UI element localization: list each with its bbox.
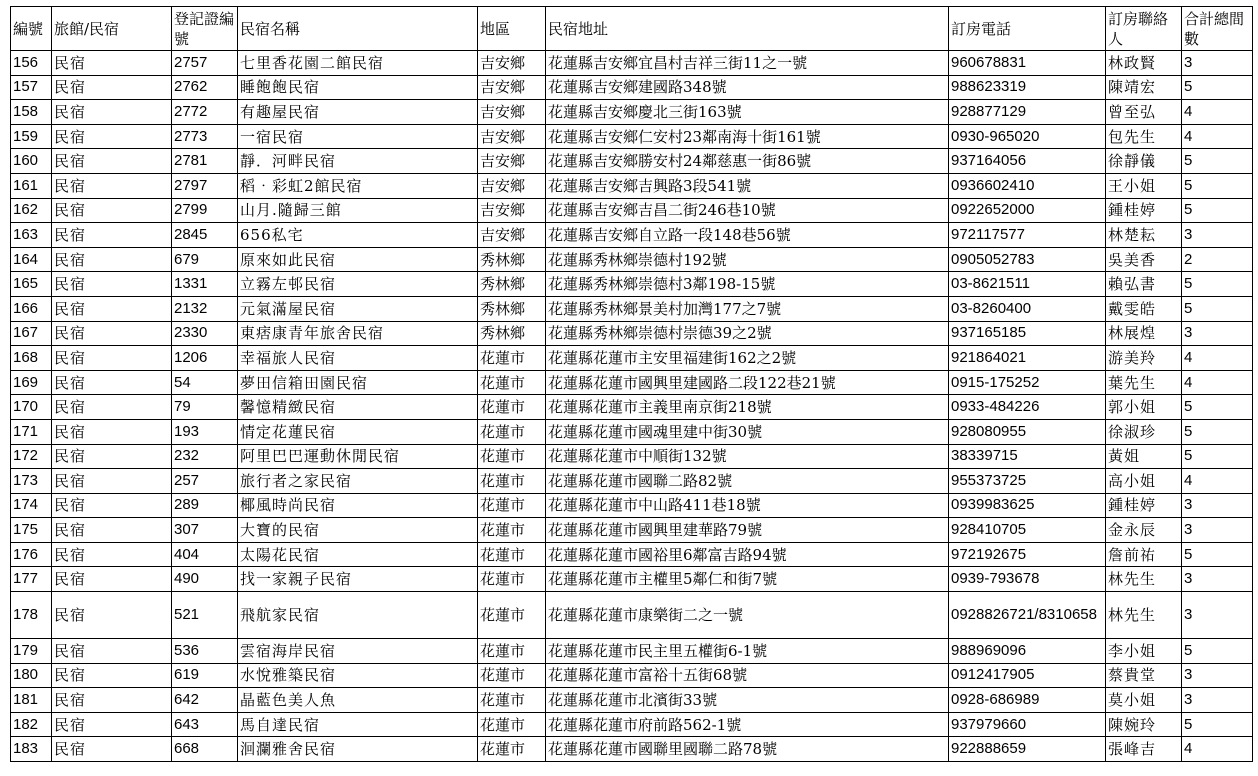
header-rooms: 合計總間數 [1182,7,1253,51]
cell-address: 花蓮縣花蓮市國魂里建中街30號 [546,419,949,444]
table-row [11,51,1253,76]
cell-registration-no: 1206 [172,346,238,371]
cell-phone: 928080955 [949,419,1106,444]
table-row [11,296,1253,321]
cell-phone: 972192675 [949,542,1106,567]
cell-rooms: 5 [1182,272,1253,297]
cell-phone: 988969096 [949,639,1106,664]
cell-address: 花蓮縣秀林鄉崇德村3鄰198-15號 [546,272,949,297]
cell-name: 馬自達民宿 [238,712,478,737]
cell-registration-no: 1331 [172,272,238,297]
cell-type: 民宿 [52,51,172,76]
cell-contact: 徐淑珍 [1106,419,1182,444]
cell-contact: 金永辰 [1106,518,1182,543]
cell-contact: 戴雯皓 [1106,296,1182,321]
cell-no: 170 [11,395,52,420]
cell-rooms: 3 [1182,223,1253,248]
cell-name: 原來如此民宿 [238,247,478,272]
cell-no: 160 [11,149,52,174]
cell-type: 民宿 [52,737,172,762]
header-contact: 訂房聯絡人 [1106,7,1182,51]
cell-area: 花蓮市 [478,712,546,737]
table-row [11,395,1253,420]
cell-type: 民宿 [52,542,172,567]
cell-no: 171 [11,419,52,444]
cell-phone: 0912417905 [949,663,1106,688]
cell-name: 大寶的民宿 [238,518,478,543]
cell-rooms: 4 [1182,370,1253,395]
cell-area: 花蓮市 [478,493,546,518]
header-no: 編號 [11,7,52,51]
cell-rooms: 3 [1182,663,1253,688]
cell-rooms: 2 [1182,247,1253,272]
cell-name: 立霧左邨民宿 [238,272,478,297]
table-row [11,75,1253,100]
cell-registration-no: 643 [172,712,238,737]
table-row [11,272,1253,297]
cell-area: 花蓮市 [478,444,546,469]
cell-no: 161 [11,173,52,198]
table-row [11,321,1253,346]
cell-type: 民宿 [52,592,172,639]
cell-no: 178 [11,592,52,639]
cell-rooms: 3 [1182,493,1253,518]
cell-registration-no: 404 [172,542,238,567]
cell-rooms: 5 [1182,75,1253,100]
table-row [11,370,1253,395]
cell-type: 民宿 [52,370,172,395]
header-address: 民宿地址 [546,7,949,51]
cell-address: 花蓮縣吉安鄉自立路一段148巷56號 [546,223,949,248]
cell-area: 秀林鄉 [478,321,546,346]
cell-area: 花蓮市 [478,688,546,713]
cell-rooms: 4 [1182,124,1253,149]
cell-name: 晶藍色美人魚 [238,688,478,713]
cell-area: 花蓮市 [478,370,546,395]
table-row [11,639,1253,664]
cell-registration-no: 490 [172,567,238,592]
cell-registration-no: 521 [172,592,238,639]
cell-registration-no: 232 [172,444,238,469]
cell-registration-no: 289 [172,493,238,518]
cell-rooms: 3 [1182,518,1253,543]
table-row [11,712,1253,737]
table-row [11,663,1253,688]
cell-no: 165 [11,272,52,297]
cell-type: 民宿 [52,223,172,248]
cell-no: 176 [11,542,52,567]
cell-no: 172 [11,444,52,469]
table-row [11,247,1253,272]
cell-phone: 38339715 [949,444,1106,469]
cell-address: 花蓮縣吉安鄉吉興路3段541號 [546,173,949,198]
cell-area: 吉安鄉 [478,223,546,248]
cell-area: 秀林鄉 [478,296,546,321]
cell-address: 花蓮縣花蓮市國興里建國路二段122巷21號 [546,370,949,395]
cell-no: 158 [11,100,52,125]
cell-registration-no: 536 [172,639,238,664]
cell-phone: 955373725 [949,469,1106,494]
cell-phone: 0928826721/8310658 [949,592,1106,639]
cell-address: 花蓮縣吉安鄉慶北三街163號 [546,100,949,125]
cell-area: 吉安鄉 [478,51,546,76]
cell-name: 一宿民宿 [238,124,478,149]
cell-contact: 高小姐 [1106,469,1182,494]
cell-rooms: 3 [1182,567,1253,592]
cell-rooms: 5 [1182,444,1253,469]
cell-type: 民宿 [52,663,172,688]
cell-name: 睡飽飽民宿 [238,75,478,100]
cell-phone: 0922652000 [949,198,1106,223]
cell-type: 民宿 [52,173,172,198]
cell-rooms: 5 [1182,712,1253,737]
cell-registration-no: 642 [172,688,238,713]
cell-type: 民宿 [52,518,172,543]
cell-no: 173 [11,469,52,494]
cell-phone: 0939983625 [949,493,1106,518]
cell-type: 民宿 [52,124,172,149]
cell-name: 山月.隨歸三館 [238,198,478,223]
cell-contact: 陳婉玲 [1106,712,1182,737]
cell-phone: 972117577 [949,223,1106,248]
cell-name: 情定花蓮民宿 [238,419,478,444]
cell-phone: 0939-793678 [949,567,1106,592]
cell-name: 椰風時尚民宿 [238,493,478,518]
cell-type: 民宿 [52,247,172,272]
cell-contact: 賴弘書 [1106,272,1182,297]
cell-type: 民宿 [52,419,172,444]
cell-contact: 蔡貴堂 [1106,663,1182,688]
cell-area: 吉安鄉 [478,173,546,198]
cell-contact: 鍾桂婷 [1106,198,1182,223]
cell-address: 花蓮縣吉安鄉勝安村24鄰慈惠一街86號 [546,149,949,174]
cell-no: 177 [11,567,52,592]
cell-no: 159 [11,124,52,149]
cell-area: 花蓮市 [478,518,546,543]
cell-contact: 鍾桂婷 [1106,493,1182,518]
cell-rooms: 5 [1182,395,1253,420]
header-phone: 訂房電話 [949,7,1106,51]
cell-phone: 928410705 [949,518,1106,543]
cell-contact: 李小姐 [1106,639,1182,664]
cell-address: 花蓮縣花蓮市主安里福建街162之2號 [546,346,949,371]
cell-address: 花蓮縣吉安鄉建國路348號 [546,75,949,100]
cell-no: 179 [11,639,52,664]
cell-no: 167 [11,321,52,346]
cell-address: 花蓮縣花蓮市康樂街二之一號 [546,592,949,639]
cell-contact: 林展煌 [1106,321,1182,346]
table-row [11,567,1253,592]
cell-contact: 陳靖宏 [1106,75,1182,100]
table-row [11,419,1253,444]
cell-rooms: 5 [1182,419,1253,444]
cell-rooms: 3 [1182,688,1253,713]
header-registration-no: 登記證編號 [172,7,238,51]
cell-registration-no: 679 [172,247,238,272]
cell-name: 飛航家民宿 [238,592,478,639]
cell-phone: 0905052783 [949,247,1106,272]
cell-name: 找一家親子民宿 [238,567,478,592]
cell-registration-no: 668 [172,737,238,762]
cell-rooms: 5 [1182,542,1253,567]
cell-no: 169 [11,370,52,395]
cell-area: 花蓮市 [478,567,546,592]
cell-no: 175 [11,518,52,543]
cell-name: 旅行者之家民宿 [238,469,478,494]
cell-contact: 曾至弘 [1106,100,1182,125]
cell-area: 花蓮市 [478,346,546,371]
cell-area: 秀林鄉 [478,272,546,297]
cell-area: 花蓮市 [478,469,546,494]
cell-no: 181 [11,688,52,713]
cell-type: 民宿 [52,346,172,371]
cell-address: 花蓮縣花蓮市民主里五權街6-1號 [546,639,949,664]
cell-phone: 921864021 [949,346,1106,371]
header-name: 民宿名稱 [238,7,478,51]
cell-name: 656私宅 [238,223,478,248]
cell-registration-no: 2772 [172,100,238,125]
cell-phone: 03-8260400 [949,296,1106,321]
cell-address: 花蓮縣秀林鄉景美村加灣177之7號 [546,296,949,321]
cell-area: 吉安鄉 [478,198,546,223]
cell-rooms: 5 [1182,149,1253,174]
cell-area: 吉安鄉 [478,100,546,125]
cell-name: 東痞康青年旅舍民宿 [238,321,478,346]
cell-registration-no: 257 [172,469,238,494]
table-body [11,51,1253,762]
cell-phone: 0936602410 [949,173,1106,198]
header-row [11,7,1253,51]
cell-area: 吉安鄉 [478,75,546,100]
cell-phone: 0928-686989 [949,688,1106,713]
cell-type: 民宿 [52,321,172,346]
cell-registration-no: 2797 [172,173,238,198]
cell-contact: 詹前祐 [1106,542,1182,567]
cell-name: 七里香花園二館民宿 [238,51,478,76]
cell-rooms: 5 [1182,639,1253,664]
cell-area: 花蓮市 [478,639,546,664]
table-row [11,688,1253,713]
cell-type: 民宿 [52,493,172,518]
cell-type: 民宿 [52,567,172,592]
cell-contact: 黃姐 [1106,444,1182,469]
cell-rooms: 5 [1182,173,1253,198]
cell-area: 花蓮市 [478,663,546,688]
cell-no: 174 [11,493,52,518]
cell-contact: 徐靜儀 [1106,149,1182,174]
cell-phone: 988623319 [949,75,1106,100]
cell-no: 182 [11,712,52,737]
table-row [11,592,1253,639]
cell-no: 156 [11,51,52,76]
cell-contact: 林政賢 [1106,51,1182,76]
cell-type: 民宿 [52,688,172,713]
cell-registration-no: 79 [172,395,238,420]
cell-name: 靜．河畔民宿 [238,149,478,174]
cell-contact: 葉先生 [1106,370,1182,395]
cell-phone: 937165185 [949,321,1106,346]
cell-area: 花蓮市 [478,592,546,639]
cell-address: 花蓮縣花蓮市國興里建華路79號 [546,518,949,543]
cell-phone: 03-8621511 [949,272,1106,297]
cell-area: 花蓮市 [478,737,546,762]
table-row [11,737,1253,762]
cell-type: 民宿 [52,712,172,737]
cell-type: 民宿 [52,444,172,469]
cell-name: 阿里巴巴運動休閒民宿 [238,444,478,469]
cell-registration-no: 2762 [172,75,238,100]
cell-phone: 937164056 [949,149,1106,174]
cell-registration-no: 2799 [172,198,238,223]
cell-address: 花蓮縣花蓮市主權里5鄰仁和街7號 [546,567,949,592]
table-row [11,518,1253,543]
cell-phone: 922888659 [949,737,1106,762]
table-row [11,223,1253,248]
cell-registration-no: 2773 [172,124,238,149]
cell-no: 183 [11,737,52,762]
cell-address: 花蓮縣花蓮市富裕十五街68號 [546,663,949,688]
table-row [11,124,1253,149]
cell-phone: 937979660 [949,712,1106,737]
cell-name: 馨憶精緻民宿 [238,395,478,420]
cell-phone: 0915-175252 [949,370,1106,395]
cell-name: 洄瀾雅舍民宿 [238,737,478,762]
cell-contact: 王小姐 [1106,173,1182,198]
table-row [11,542,1253,567]
cell-phone: 960678831 [949,51,1106,76]
cell-registration-no: 2757 [172,51,238,76]
table-row [11,444,1253,469]
cell-contact: 吳美香 [1106,247,1182,272]
cell-address: 花蓮縣花蓮市國裕里6鄰富吉路94號 [546,542,949,567]
cell-address: 花蓮縣花蓮市國聯里國聯二路78號 [546,737,949,762]
cell-area: 花蓮市 [478,395,546,420]
cell-address: 花蓮縣花蓮市北濱街33號 [546,688,949,713]
cell-registration-no: 54 [172,370,238,395]
table-row [11,469,1253,494]
table-row [11,149,1253,174]
cell-address: 花蓮縣花蓮市主義里南京街218號 [546,395,949,420]
cell-contact: 莫小姐 [1106,688,1182,713]
cell-type: 民宿 [52,639,172,664]
cell-name: 雲宿海岸民宿 [238,639,478,664]
table-row [11,493,1253,518]
cell-type: 民宿 [52,395,172,420]
cell-contact: 林楚耘 [1106,223,1182,248]
cell-rooms: 5 [1182,296,1253,321]
cell-area: 花蓮市 [478,542,546,567]
cell-address: 花蓮縣花蓮市中山路411巷18號 [546,493,949,518]
cell-name: 稻‧彩虹2館民宿 [238,173,478,198]
cell-type: 民宿 [52,100,172,125]
cell-address: 花蓮縣吉安鄉仁安村23鄰南海十街161號 [546,124,949,149]
cell-area: 秀林鄉 [478,247,546,272]
cell-contact: 游美羚 [1106,346,1182,371]
cell-contact: 林先生 [1106,567,1182,592]
table-row [11,346,1253,371]
cell-no: 157 [11,75,52,100]
cell-type: 民宿 [52,469,172,494]
cell-type: 民宿 [52,149,172,174]
cell-name: 有趣屋民宿 [238,100,478,125]
cell-registration-no: 619 [172,663,238,688]
cell-contact: 林先生 [1106,592,1182,639]
cell-no: 166 [11,296,52,321]
cell-no: 168 [11,346,52,371]
cell-registration-no: 2132 [172,296,238,321]
cell-no: 163 [11,223,52,248]
cell-type: 民宿 [52,296,172,321]
cell-name: 元氣滿屋民宿 [238,296,478,321]
header-area: 地區 [478,7,546,51]
cell-phone: 0933-484226 [949,395,1106,420]
cell-rooms: 4 [1182,469,1253,494]
cell-name: 幸福旅人民宿 [238,346,478,371]
cell-phone: 928877129 [949,100,1106,125]
cell-name: 水悅雅築民宿 [238,663,478,688]
cell-area: 吉安鄉 [478,124,546,149]
cell-registration-no: 307 [172,518,238,543]
homestay-registry-table [10,6,1253,762]
cell-address: 花蓮縣秀林鄉崇德村192號 [546,247,949,272]
cell-registration-no: 193 [172,419,238,444]
cell-address: 花蓮縣秀林鄉崇德村崇德39之2號 [546,321,949,346]
cell-phone: 0930-965020 [949,124,1106,149]
table-row [11,100,1253,125]
cell-rooms: 5 [1182,198,1253,223]
cell-area: 花蓮市 [478,419,546,444]
cell-rooms: 3 [1182,321,1253,346]
header-type: 旅館/民宿 [52,7,172,51]
cell-no: 180 [11,663,52,688]
cell-registration-no: 2330 [172,321,238,346]
cell-contact: 張峰吉 [1106,737,1182,762]
cell-rooms: 4 [1182,100,1253,125]
table-row [11,173,1253,198]
cell-rooms: 3 [1182,592,1253,639]
cell-rooms: 4 [1182,737,1253,762]
cell-registration-no: 2781 [172,149,238,174]
table-row [11,198,1253,223]
cell-rooms: 4 [1182,346,1253,371]
cell-address: 花蓮縣花蓮市府前路562-1號 [546,712,949,737]
cell-name: 太陽花民宿 [238,542,478,567]
cell-address: 花蓮縣花蓮市中順街132號 [546,444,949,469]
cell-address: 花蓮縣吉安鄉宜昌村吉祥三街11之一號 [546,51,949,76]
cell-address: 花蓮縣吉安鄉吉昌二街246巷10號 [546,198,949,223]
cell-type: 民宿 [52,198,172,223]
cell-contact: 郭小姐 [1106,395,1182,420]
cell-name: 夢田信箱田園民宿 [238,370,478,395]
cell-type: 民宿 [52,75,172,100]
cell-contact: 包先生 [1106,124,1182,149]
cell-registration-no: 2845 [172,223,238,248]
cell-area: 吉安鄉 [478,149,546,174]
cell-no: 164 [11,247,52,272]
cell-type: 民宿 [52,272,172,297]
cell-address: 花蓮縣花蓮市國聯二路82號 [546,469,949,494]
cell-no: 162 [11,198,52,223]
cell-rooms: 3 [1182,51,1253,76]
